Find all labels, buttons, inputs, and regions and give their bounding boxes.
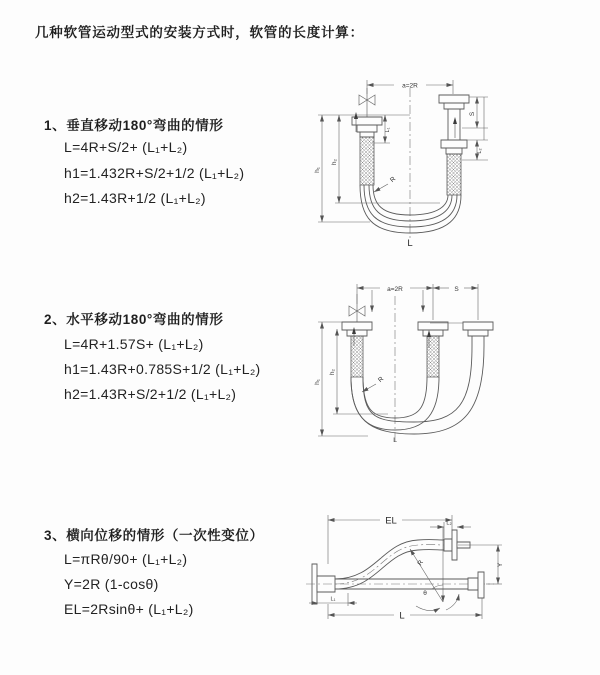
right-fitting [439,95,469,195]
section-3-formula-Y: Y=2R (1-cosθ) [64,576,159,592]
valve-icon [349,294,365,322]
dim-label-l: L [393,437,397,444]
section-1-heading: 1、垂直移动180°弯曲的情形 [44,118,224,133]
dim-label-l1: L₁ [330,596,336,603]
dim-label-r: R [376,375,386,385]
u-bend-hose [360,185,461,233]
dim-label-a2r: a=2R [402,82,418,90]
dim-label-r: R [388,175,398,185]
section-2-heading: 2、水平移动180°弯曲的情形 [44,312,224,327]
diagram-vertical-180-bend [310,68,530,258]
diagram-horizontal-180-bend [308,282,543,462]
dim-s [433,286,478,293]
dim-label-l2: L₂ [446,520,452,527]
dim-label-r: R [416,559,425,568]
u-bend-hose-shifted [351,346,484,434]
dim-label-y: Y [497,562,504,568]
section-2-formula-h2: h2=1.43R+S/2+1/2 (L₁+L₂) [64,386,237,402]
braided-hose-section [360,137,374,185]
braided-hose-section [351,336,363,377]
dim-label-h1: h₁ [314,379,321,385]
diagram-lateral-displacement [298,498,578,658]
section-2-formula-L: L=4R+1.57S+ (L₁+L₂) [64,336,204,352]
dim-label-h1: h₁ [314,167,321,173]
dim-label-a2r: a=2R [387,285,403,293]
dim-r [374,175,397,192]
dim-label-s: S [469,111,476,117]
dim-label-l: L [407,238,413,249]
dim-l [328,598,482,622]
left-fitting [352,117,382,185]
section-3-formula-EL: EL=2Rsinθ+ (L₁+L₂) [64,601,194,617]
section-1-formula-h1: h1=1.432R+S/2+1/2 (L₁+L₂) [64,165,245,181]
dim-label-h2: h₂ [329,368,336,376]
reference-tick [372,290,423,312]
section-1-formula-h2: h2=1.43R+1/2 (L₁+L₂) [64,190,206,206]
section-1-formula-L: L=4R+S/2+ (L₁+L₂) [64,139,188,155]
dim-label-l: L [399,610,405,622]
braided-hose-section [447,154,461,195]
middle-fitting [418,322,448,377]
dim-label-h2: h₂ [331,158,338,166]
section-3-formula-L: L=πRθ/90+ (L₁+L₂) [64,551,188,567]
dim-label-el: EL [385,515,397,527]
right-flange-original [468,572,484,598]
dim-l2 [430,521,471,539]
dim-label-l2: L₂ [477,148,483,154]
section-2-formula-h1: h1=1.43R+0.785S+1/2 (L₁+L₂) [64,361,261,377]
dim-label-s: S [454,285,459,293]
page-title: 几种软管运动型式的安装方式时，软管的长度计算： [35,25,364,40]
section-3-heading: 3、横向位移的情形（一次性变位） [44,528,264,543]
dim-label-l1: L₁ [385,127,391,133]
dim-label-theta: θ [423,590,427,597]
valve-icon [359,88,375,117]
left-fitting [342,322,372,377]
dim-a2r [357,284,478,320]
dim-r [362,375,385,392]
s-curve-hose-displaced [335,540,444,589]
